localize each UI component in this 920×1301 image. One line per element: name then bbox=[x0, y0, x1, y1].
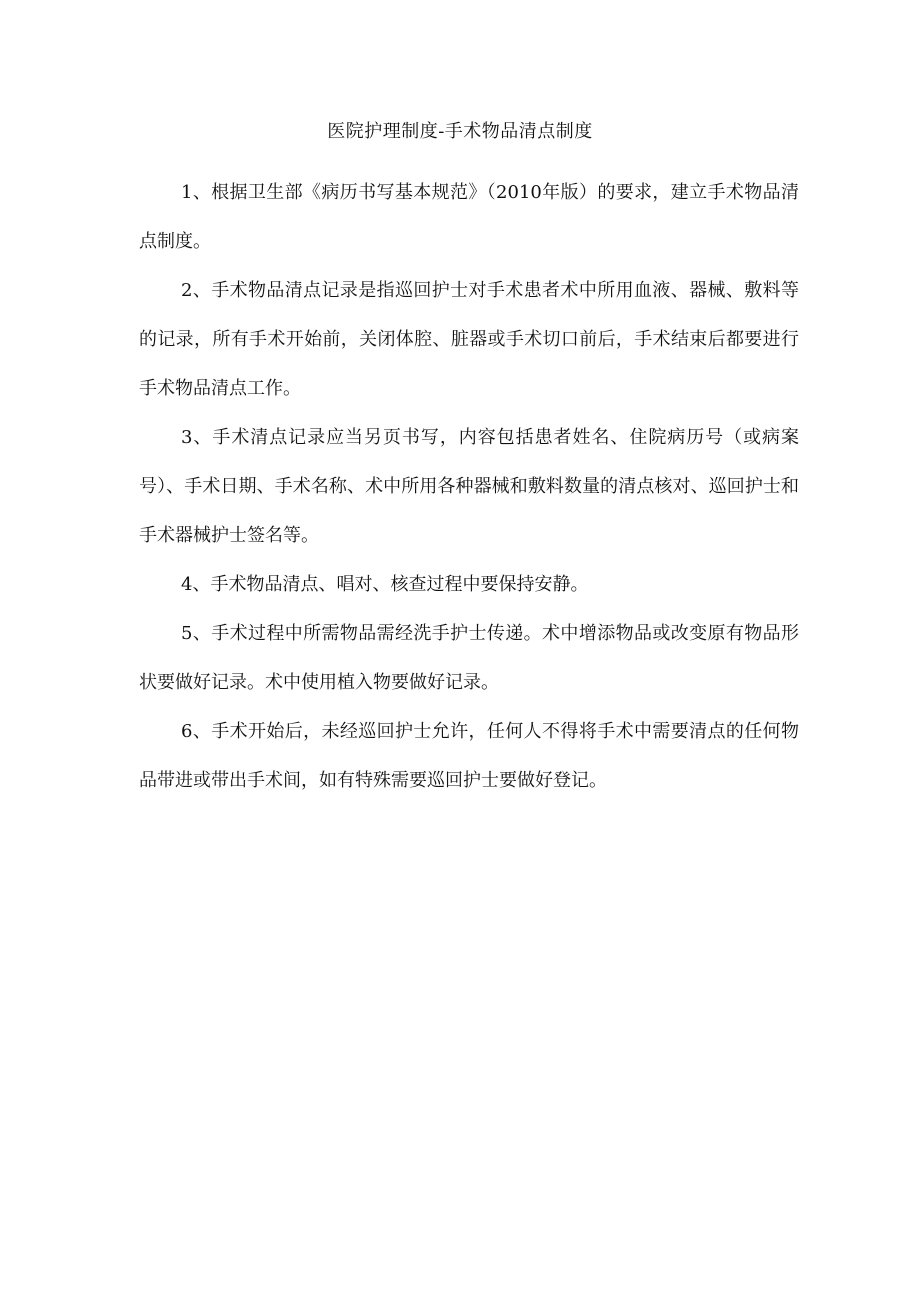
document-body bbox=[139, 168, 799, 805]
paragraph-5: 5、手术过程中所需物品需经洗手护士传递。术中增添物品或改变原有物品形状要做好记录。术中使用植入物要做好记录。 bbox=[139, 623, 799, 693]
paragraph-4: 4、手术物品清点、唱对、核查过程中要保持安静。 bbox=[181, 574, 589, 595]
paragraph-2: 2、手术物品清点记录是指巡回护士对手术患者术中所用血液、器械、敷料等的记录，所有手术开始前，关闭体腔、脏器或手术切口前后，手术结束后都要进行手术物品清点工作。 bbox=[139, 280, 799, 399]
paragraph-6: 6、手术开始后，未经巡回护士允许，任何人不得将手术中需要清点的任何物品带进或带出手术间，如有特殊需要巡回护士要做好登记。 bbox=[139, 721, 799, 791]
paragraph-1: 1、根据卫生部《病历书写基本规范》（2010年版）的要求，建立手术物品清点制度。 bbox=[139, 182, 799, 252]
paragraph-3: 3、手术清点记录应当另页书写，内容包括患者姓名、住院病历号（或病案号）、手术日期、手术名称、术中所用各种器械和敷料数量的清点核对、巡回护士和手术器械护士签名等。 bbox=[139, 427, 799, 546]
document-title: 医院护理制度-手术物品清点制度 bbox=[327, 121, 593, 142]
